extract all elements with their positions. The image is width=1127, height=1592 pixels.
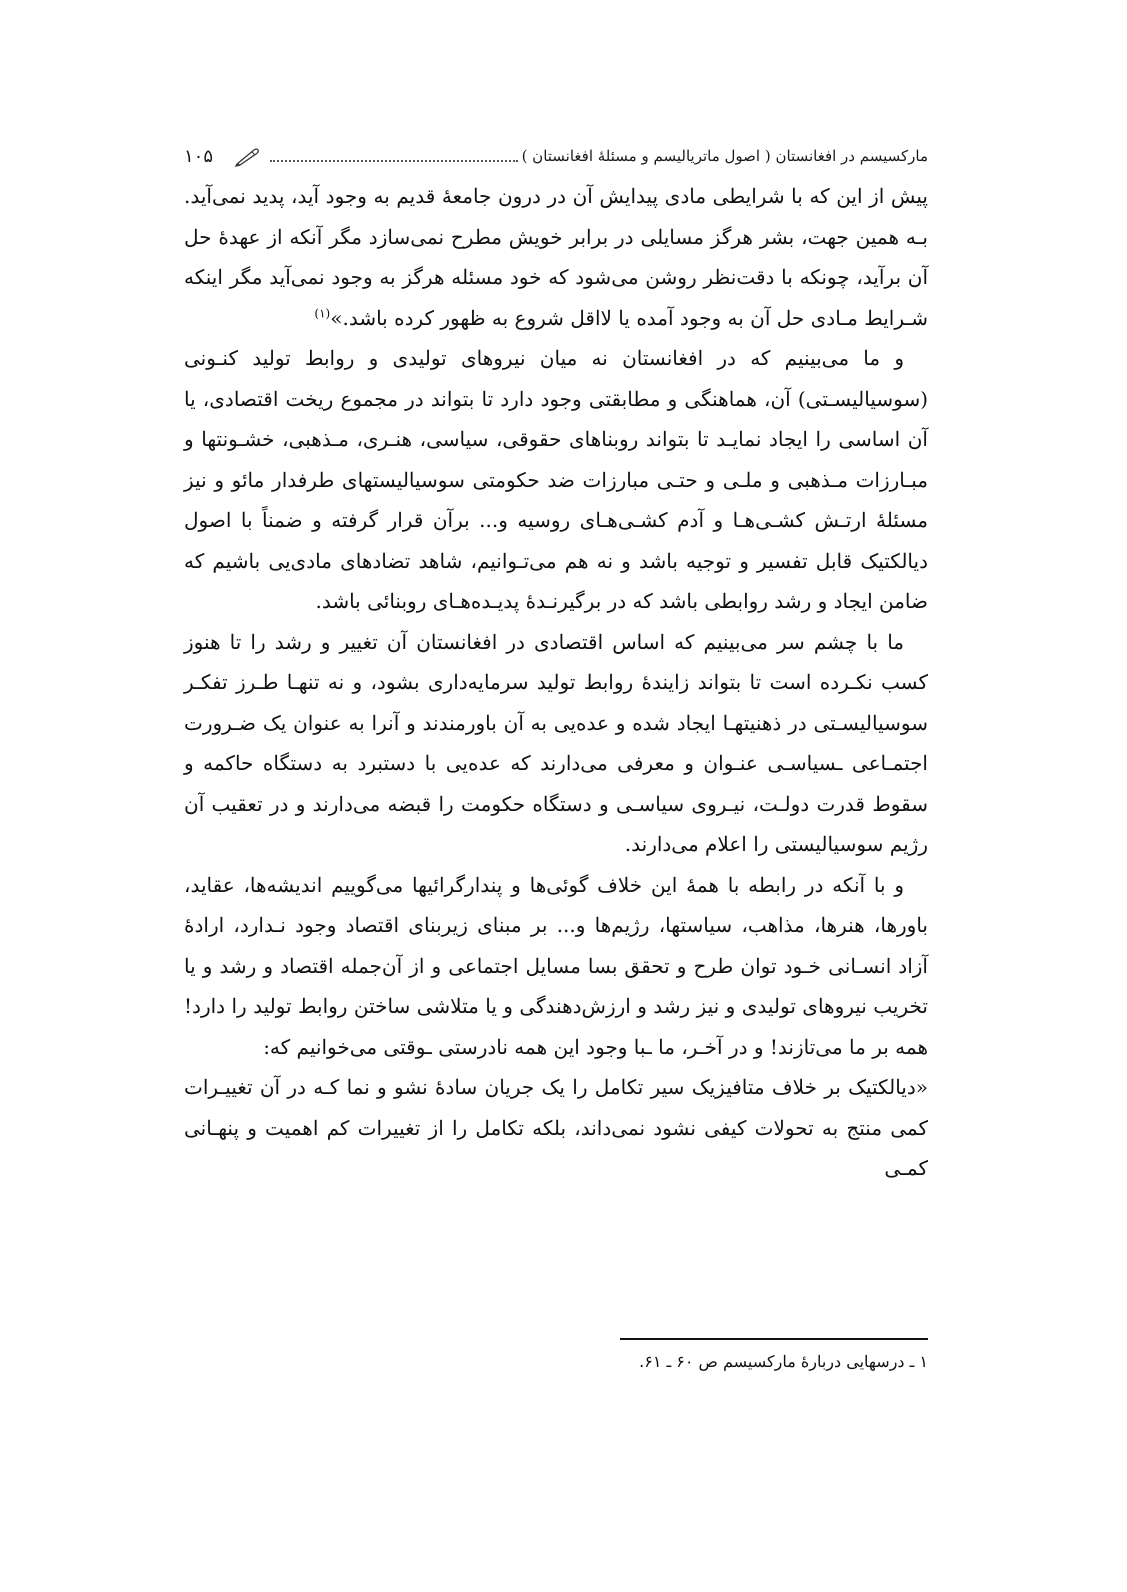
dot-leader xyxy=(270,160,518,162)
paragraph-text: پیش از این که با شرایطی مادی پیدایش آن در درون جامعهٔ قدیم به وجود آید، پدید نمی‌آید. بـه همین جهت، بشر هرگز مسایلی در برابر خویش مطرح نمی‌سازد مگر آنکه از عهدهٔ حل آن برآید، چونکه با دقت‌نظر روشن می‌شود که خود مسئله هرگز به وجود نمی‌آید مگر اینکه شـرایط مـادی حل آن به وجود آمده یا لااقل شروع به ظهور کرده باشد.» xyxy=(184,184,928,330)
footnote: ۱ ـ درسهایی دربارهٔ مارکسیسم ص ۶۰ ـ ۶۱. xyxy=(639,1352,928,1371)
paragraph-2: و ما می‌بینیم که در افغانستان نه میان نیروهای تولیدی و روابط تولید کنـونی (سوسیالیسـتی) آن، هماهنگی و مطابقتی وجود دارد تا بتواند در مجموع ریخت اقتصادی، یا آن اساسی را ایجاد نمایـد تا بتواند روبناهای حقوقی، سیاسی، هنـری، مـذهبی، خشـونتها و مبـارزات مـذهبی و ملـی و حتـی مبارزات ضد حکومتی سوسیالیستهای طرفدار مائو و نیز مسئلهٔ ارتـش کشـی‌هـا و آدم کشـی‌هـای روسیه و... برآن قرار گرفته و ضمناً با اصول دیالکتیک قابل تفسیر و توجیه باشد و نه هم می‌تـوانیم، شاهد تضادهای مادی‌یی باشیم که ضامن ایجاد و رشد روابطی باشد که در برگیرنـدهٔ پدیـده‌هـای روبنائی باشد. xyxy=(184,346,928,613)
footnote-divider xyxy=(620,1338,928,1340)
paragraph-5: «دیالکتیک بر خلاف متافیزیک سیر تکامل را یک جریان سادهٔ نشو و نما کـه در آن تغییـرات کمی منتج به تحولات کیفی نشود نمی‌داند، بلکه تکامل را از تغییرات کم اهمیت و پنهـانی کمـی xyxy=(184,1075,929,1180)
page-header xyxy=(184,140,928,174)
paragraph-4: و با آنکه در رابطه با همهٔ این خلاف گوئی‌ها و پندارگرائیها می‌گوییم اندیشه‌ها، عقاید، باورها، هنرها، مذاهب، سیاستها، رژیم‌ها و... بر مبنای زیربنای اقتصاد وجود نـدارد، ارادهٔ آزاد انسـانی خـود توان طرح و تحقق بسا مسایل اجتماعی و از آن‌جمله اقتصاد و رشد و یا تخریب نیروهای تولیدی و نیز رشد و ارزش‌دهندگی و یا متلاشی ساختن روابط تولید را دارد! همه بر ما می‌تازند! و در آخـر، ما ـبا وجود این همه نادرستی ـوقتی می‌خوانیم که: xyxy=(184,872,928,1059)
pen-icon xyxy=(234,147,260,167)
paragraph-3: ما با چشم سر می‌بینیم که اساس اقتصادی در افغانستان آن تغییر و رشد را تا هنوز کسب نکـرده است تا بتواند زایندهٔ روابط تولید سرمایه‌داری بشود، و نه تنهـا طـرز تفکـر سوسیالیسـتی در ذهنیتهـا ایجاد شده و عده‌یی به آن باورمندند و آنرا به عنوان یک ضـرورت اجتمـاعی ـسیاسـی عنـوان و معرفی می‌دارند که عده‌یی با دستبرد به دستگاه حاکمه و سقوط قدرت دولـت، نیـروی سیاسـی و دستگاه حکومت را قبضه می‌دارند و در تعقیب آن رژیم سوسیالیستی را اعلام می‌دارند. xyxy=(184,629,928,856)
footnote-reference: (۱) xyxy=(314,305,331,320)
page-number: ۱۰۵ xyxy=(184,146,214,168)
running-title: مارکسیسم در افغانستان ( اصول ماتریالیسم و مسئلهٔ افغانستان ) xyxy=(521,147,928,166)
paragraph-1 xyxy=(184,176,928,338)
body-text xyxy=(184,176,928,1189)
